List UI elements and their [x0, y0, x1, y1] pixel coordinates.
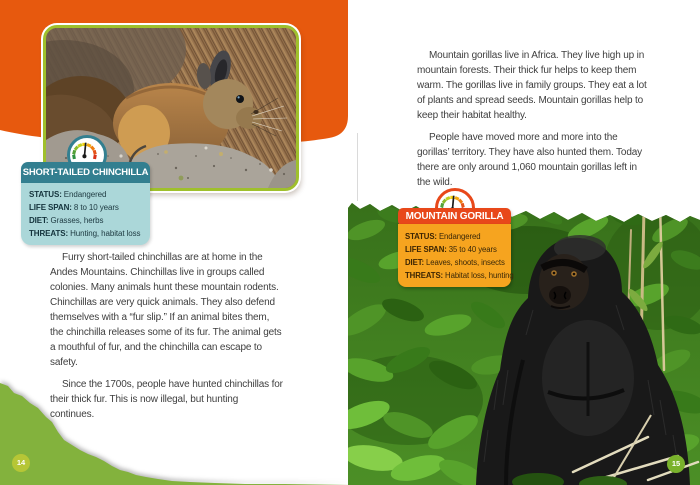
fact-box-title: SHORT-TAILED CHINCHILLA: [21, 162, 150, 183]
fact-row-lifespan: LIFE SPAN: 8 to 10 years: [29, 203, 119, 212]
fact-row-diet: DIET: Leaves, shoots, insects: [405, 258, 505, 267]
page-number-left: 14: [12, 454, 30, 472]
gorilla-fact-box: [398, 208, 514, 287]
fact-row-lifespan: LIFE SPAN: 35 to 40 years: [405, 245, 497, 254]
paragraph: Mountain gorillas live in Africa. They live high up in mountain forests. Their thick fur helps to keep them warm. The gorillas live in family groups. They eat a lot of plants and spread seeds. Mountain gorillas help to keep their habitat healthy.: [417, 50, 647, 121]
fact-box-body: [398, 224, 514, 287]
fact-row-threats: THREATS: Habitat loss, hunting: [405, 271, 514, 280]
fact-row-status: STATUS: Endangered: [405, 232, 481, 241]
paragraph: Since the 1700s, people have hunted chinchillas for their thick fur. This is now illegal, but hunting continues.: [50, 379, 283, 420]
fact-row-diet: DIET: Grasses, herbs: [29, 216, 104, 225]
page-gutter-line: [357, 133, 358, 201]
paragraph: People have moved more and more into the gorillas’ territory. They have also hunted them. Today there are only around 1,060 mountain gorillas left in the wild.: [417, 132, 642, 188]
page-number-right: 15: [667, 455, 685, 473]
fact-box-body: [21, 183, 150, 245]
fact-row-status: STATUS: Endangered: [29, 190, 107, 199]
paragraph: Furry short-tailed chinchillas are at home in the Andes Mountains. Chinchillas live in groups called colonies. Many animals hunt these mountain rodents. Chinchillas are very quick animals. They also defend themselves with a “fur slip.” If an animal bites them, the chinchilla releases some of its fur. The animal gets a mouthful of fur, and the chinchilla can escape to safety.: [50, 252, 282, 368]
torn-paper-corner: [0, 355, 352, 485]
fact-row-threats: THREATS: Hunting, habitat loss: [29, 229, 141, 238]
fact-box-title: MOUNTAIN GORILLA: [398, 208, 511, 226]
chinchilla-fact-box: [21, 162, 150, 245]
gorilla-body-text: [417, 48, 650, 190]
